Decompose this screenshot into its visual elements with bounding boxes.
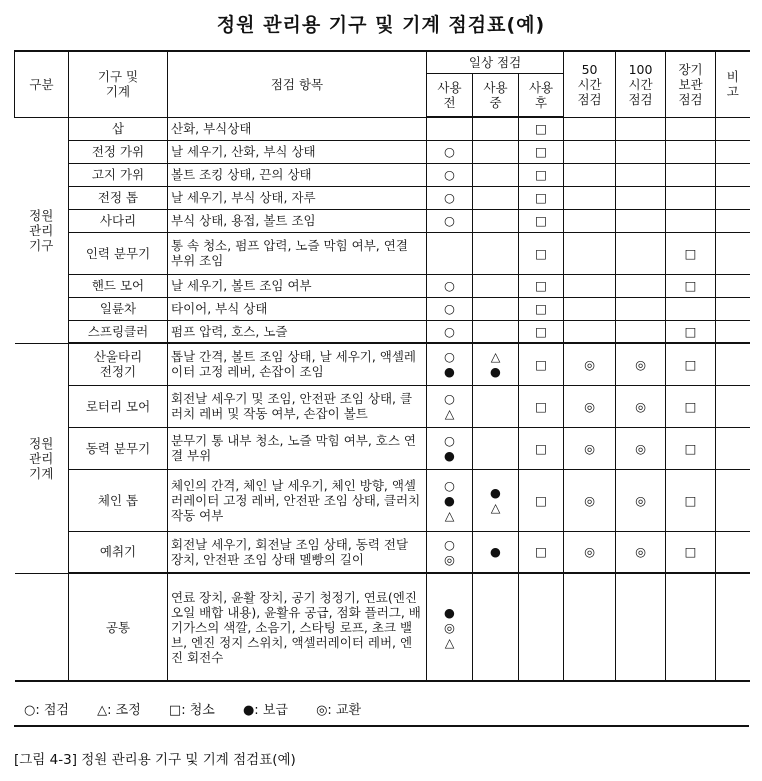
mark-h100: ◎ bbox=[616, 385, 666, 427]
mark-after: □ bbox=[519, 186, 564, 209]
inspection-item: 날 세우기, 산화, 부식 상태 bbox=[168, 140, 427, 163]
remarks-cell bbox=[716, 209, 750, 232]
mark-before: ○ ● bbox=[427, 427, 473, 469]
mark-during bbox=[473, 274, 519, 297]
mark-h50: ◎ bbox=[564, 343, 616, 385]
table-row bbox=[15, 320, 750, 343]
inspection-item: 회전날 세우기, 회전날 조임 상태, 동력 전달 장치, 안전판 조임 상태 멜빵의 길이 bbox=[168, 531, 427, 573]
mark-after: □ bbox=[519, 209, 564, 232]
table-row bbox=[15, 274, 750, 297]
mark-h50 bbox=[564, 274, 616, 297]
equipment-name: 삽 bbox=[69, 117, 168, 140]
legend bbox=[14, 697, 749, 727]
mark-h50 bbox=[564, 320, 616, 343]
inspection-item: 톱날 간격, 볼트 조임 상태, 날 세우기, 액셀레이터 고정 레버, 손잡이 조임 bbox=[168, 343, 427, 385]
mark-storage bbox=[666, 117, 716, 140]
mark-h100: ◎ bbox=[616, 531, 666, 573]
table-row bbox=[15, 117, 750, 140]
mark-h100 bbox=[616, 163, 666, 186]
mark-during bbox=[473, 163, 519, 186]
header-storage: 장기 보관 점검 bbox=[666, 51, 716, 117]
mark-h100: ◎ bbox=[616, 343, 666, 385]
table-row bbox=[15, 427, 750, 469]
mark-during bbox=[473, 427, 519, 469]
equipment-name: 인력 분무기 bbox=[69, 232, 168, 274]
equipment-name: 로터리 모어 bbox=[69, 385, 168, 427]
remarks-cell bbox=[716, 140, 750, 163]
inspection-item: 볼트 조킹 상태, 끈의 상태 bbox=[168, 163, 427, 186]
mark-after: □ bbox=[519, 385, 564, 427]
header-remarks: 비 고 bbox=[716, 51, 750, 117]
mark-before: ○ △ bbox=[427, 385, 473, 427]
mark-h50 bbox=[564, 140, 616, 163]
remarks-cell bbox=[716, 274, 750, 297]
remarks-cell bbox=[716, 469, 750, 531]
mark-storage bbox=[666, 209, 716, 232]
mark-h100 bbox=[616, 209, 666, 232]
legend-replace: ◎: 교환 bbox=[316, 703, 362, 718]
figure-caption: [그림 4-3] 정원 관리용 기구 및 기계 점검표(예) bbox=[14, 752, 296, 768]
mark-h50 bbox=[564, 297, 616, 320]
equipment-name: 전정 가위 bbox=[69, 140, 168, 163]
header-daily: 일상 점검 bbox=[427, 51, 564, 73]
mark-h100 bbox=[616, 297, 666, 320]
remarks-cell bbox=[716, 573, 750, 681]
header-100h: 100 시간 점검 bbox=[616, 51, 666, 117]
table-row bbox=[15, 573, 750, 681]
mark-during bbox=[473, 140, 519, 163]
mark-before: ○ bbox=[427, 297, 473, 320]
equipment-name: 공통 bbox=[69, 573, 168, 681]
inspection-item: 통 속 청소, 펌프 압력, 노즐 막힘 여부, 연결 부위 조임 bbox=[168, 232, 427, 274]
mark-during bbox=[473, 385, 519, 427]
page-title: 정원 관리용 기구 및 기계 점검표(예) bbox=[216, 14, 546, 36]
mark-after: □ bbox=[519, 469, 564, 531]
equipment-name: 전정 톱 bbox=[69, 186, 168, 209]
mark-before: ● ◎ △ bbox=[427, 573, 473, 681]
mark-before: ○ bbox=[427, 163, 473, 186]
mark-h50: ◎ bbox=[564, 427, 616, 469]
mark-h100: ◎ bbox=[616, 469, 666, 531]
mark-after: □ bbox=[519, 297, 564, 320]
mark-h50: ◎ bbox=[564, 385, 616, 427]
mark-h50 bbox=[564, 186, 616, 209]
mark-h100 bbox=[616, 186, 666, 209]
mark-storage: □ bbox=[666, 320, 716, 343]
mark-after: □ bbox=[519, 427, 564, 469]
mark-h50: ◎ bbox=[564, 531, 616, 573]
equipment-name: 예취기 bbox=[69, 531, 168, 573]
table-row bbox=[15, 140, 750, 163]
mark-during bbox=[473, 186, 519, 209]
table-row bbox=[15, 209, 750, 232]
mark-during: ● bbox=[473, 531, 519, 573]
mark-after bbox=[519, 573, 564, 681]
equipment-name: 고지 가위 bbox=[69, 163, 168, 186]
mark-h50 bbox=[564, 163, 616, 186]
remarks-cell bbox=[716, 297, 750, 320]
mark-before: ○ bbox=[427, 186, 473, 209]
mark-storage: □ bbox=[666, 274, 716, 297]
mark-h50: ◎ bbox=[564, 469, 616, 531]
legend-clean: □: 청소 bbox=[168, 703, 215, 718]
table-row bbox=[15, 343, 750, 385]
mark-h100: ◎ bbox=[616, 427, 666, 469]
mark-h100 bbox=[616, 320, 666, 343]
inspection-item: 날 세우기, 볼트 조임 여부 bbox=[168, 274, 427, 297]
header-during: 사용 중 bbox=[473, 73, 519, 117]
mark-h50 bbox=[564, 573, 616, 681]
mark-after: □ bbox=[519, 163, 564, 186]
equipment-name: 사다리 bbox=[69, 209, 168, 232]
table-row bbox=[15, 385, 750, 427]
header-before: 사용 전 bbox=[427, 73, 473, 117]
table-row bbox=[15, 469, 750, 531]
remarks-cell bbox=[716, 343, 750, 385]
mark-storage bbox=[666, 573, 716, 681]
mark-during bbox=[473, 232, 519, 274]
mark-after: □ bbox=[519, 117, 564, 140]
legend-supply: ●: 보급 bbox=[242, 703, 288, 718]
mark-h50 bbox=[564, 117, 616, 140]
legend-check: ○: 점검 bbox=[24, 703, 69, 718]
group-label: 정원 관리 기계 bbox=[15, 343, 69, 573]
mark-after: □ bbox=[519, 343, 564, 385]
mark-during: △ ● bbox=[473, 343, 519, 385]
mark-before: ○ bbox=[427, 140, 473, 163]
remarks-cell bbox=[716, 385, 750, 427]
mark-during bbox=[473, 573, 519, 681]
mark-storage bbox=[666, 186, 716, 209]
mark-storage bbox=[666, 163, 716, 186]
header-after: 사용 후 bbox=[519, 73, 564, 117]
table-row bbox=[15, 186, 750, 209]
mark-after: □ bbox=[519, 274, 564, 297]
remarks-cell bbox=[716, 320, 750, 343]
mark-h100 bbox=[616, 232, 666, 274]
remarks-cell bbox=[716, 117, 750, 140]
mark-h100 bbox=[616, 117, 666, 140]
equipment-name: 체인 톱 bbox=[69, 469, 168, 531]
remarks-cell bbox=[716, 232, 750, 274]
table-row bbox=[15, 297, 750, 320]
mark-after: □ bbox=[519, 140, 564, 163]
mark-before: ○ bbox=[427, 320, 473, 343]
mark-storage: □ bbox=[666, 343, 716, 385]
inspection-item: 회전날 세우기 및 조임, 안전판 조임 상태, 클러치 레버 및 작동 여부, 손잡이 볼트 bbox=[168, 385, 427, 427]
equipment-name: 일륜차 bbox=[69, 297, 168, 320]
mark-during bbox=[473, 297, 519, 320]
equipment-name: 핸드 모어 bbox=[69, 274, 168, 297]
mark-before: ○ bbox=[427, 209, 473, 232]
mark-after: □ bbox=[519, 320, 564, 343]
inspection-item: 타이어, 부식 상태 bbox=[168, 297, 427, 320]
mark-storage: □ bbox=[666, 385, 716, 427]
inspection-item: 분무기 통 내부 청소, 노즐 막힘 여부, 호스 연결 부위 bbox=[168, 427, 427, 469]
mark-before: ○ ● bbox=[427, 343, 473, 385]
group-label: 정원 관리 기구 bbox=[15, 117, 69, 343]
header-category: 구분 bbox=[15, 51, 69, 117]
equipment-name: 스프링클러 bbox=[69, 320, 168, 343]
mark-after: □ bbox=[519, 232, 564, 274]
mark-after: □ bbox=[519, 531, 564, 573]
header-equipment: 기구 및 기계 bbox=[69, 51, 168, 117]
mark-storage bbox=[666, 140, 716, 163]
mark-storage bbox=[666, 297, 716, 320]
equipment-name: 산울타리 전정기 bbox=[69, 343, 168, 385]
inspection-item: 펌프 압력, 호스, 노즐 bbox=[168, 320, 427, 343]
mark-before bbox=[427, 117, 473, 140]
table-row bbox=[15, 232, 750, 274]
mark-during bbox=[473, 209, 519, 232]
remarks-cell bbox=[716, 163, 750, 186]
remarks-cell bbox=[716, 531, 750, 573]
mark-during: ● △ bbox=[473, 469, 519, 531]
mark-storage: □ bbox=[666, 232, 716, 274]
mark-storage: □ bbox=[666, 531, 716, 573]
inspection-item: 산화, 부식상태 bbox=[168, 117, 427, 140]
inspection-item: 날 세우기, 부식 상태, 자루 bbox=[168, 186, 427, 209]
inspection-item: 체인의 간격, 체인 날 세우기, 체인 방향, 액셀러레이터 고정 레버, 안전판 조임 상태, 클러치 작동 여부 bbox=[168, 469, 427, 531]
mark-h50 bbox=[564, 232, 616, 274]
mark-h100 bbox=[616, 140, 666, 163]
remarks-cell bbox=[716, 427, 750, 469]
mark-h100 bbox=[616, 573, 666, 681]
mark-h50 bbox=[564, 209, 616, 232]
mark-storage: □ bbox=[666, 469, 716, 531]
legend-adjust: △: 조정 bbox=[97, 703, 141, 718]
equipment-name: 동력 분무기 bbox=[69, 427, 168, 469]
group-label bbox=[15, 573, 69, 681]
mark-h100 bbox=[616, 274, 666, 297]
mark-during bbox=[473, 320, 519, 343]
mark-before: ○ ◎ bbox=[427, 531, 473, 573]
mark-before bbox=[427, 232, 473, 274]
table-row bbox=[15, 531, 750, 573]
header-items: 점검 항목 bbox=[168, 51, 427, 117]
header-50h: 50 시간 점검 bbox=[564, 51, 616, 117]
mark-during bbox=[473, 117, 519, 140]
mark-before: ○ bbox=[427, 274, 473, 297]
remarks-cell bbox=[716, 186, 750, 209]
table-row bbox=[15, 163, 750, 186]
inspection-item: 연료 장치, 윤활 장치, 공기 청정기, 연료(엔진 오일 배합 내용), 윤활유 공급, 점화 플러그, 배기가스의 색깔, 소음기, 스타팅 로프, 초크 밸브, 엔진 정지 스위치, 액셀러레이터 레버, 엔진 회전수 bbox=[168, 573, 427, 681]
inspection-item: 부식 상태, 용접, 볼트 조임 bbox=[168, 209, 427, 232]
mark-storage: □ bbox=[666, 427, 716, 469]
mark-before: ○ ● △ bbox=[427, 469, 473, 531]
inspection-table bbox=[14, 50, 750, 682]
